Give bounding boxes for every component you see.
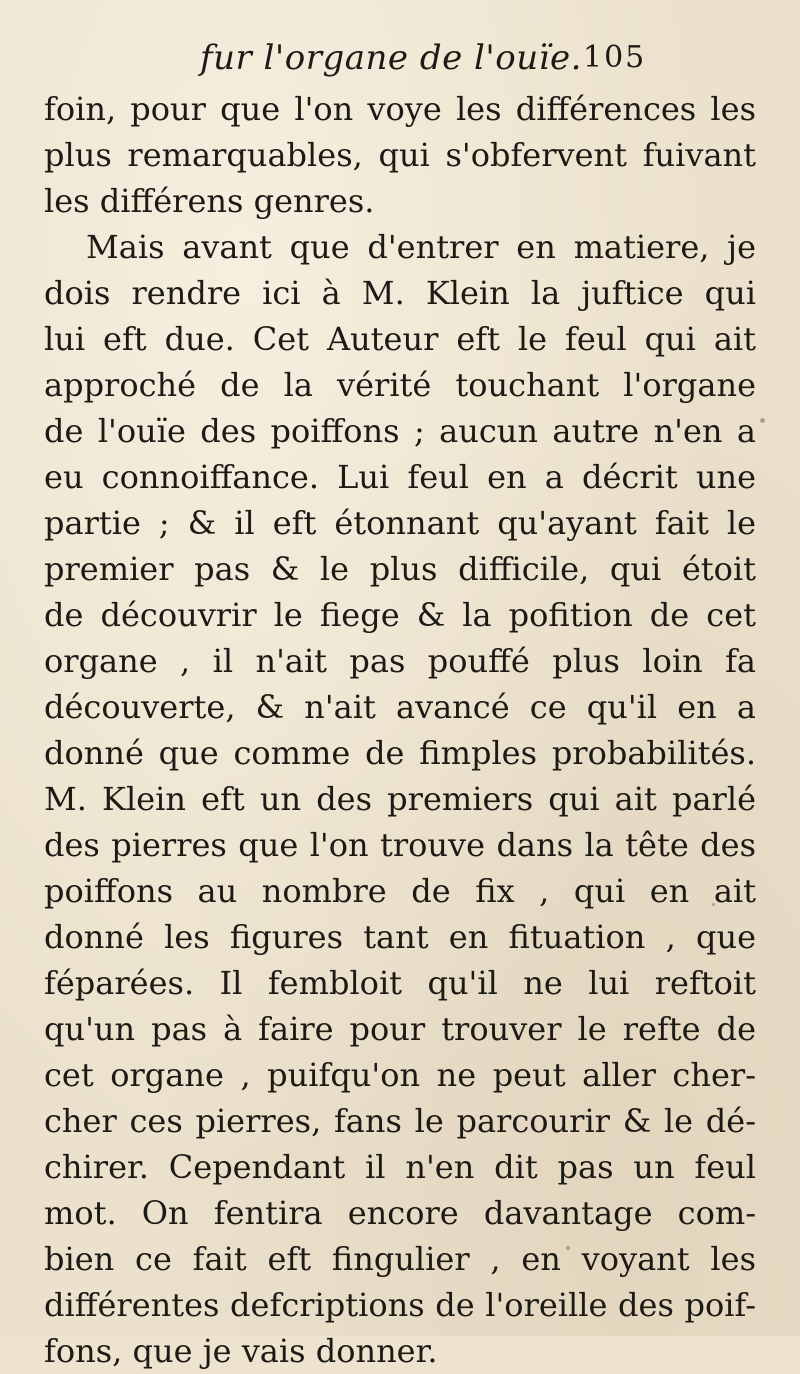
text-line: cet organe , puifqu'on ne peut aller cher- xyxy=(44,1056,756,1094)
text-line: de l'ouïe des poiffons ; aucun autre n'en a xyxy=(44,412,756,450)
page-header xyxy=(0,38,800,88)
text-line: lui eft due. Cet Auteur eft le feul qui ait xyxy=(44,320,756,358)
text-line: mot. On fentira encore davantage com- xyxy=(44,1194,756,1232)
text-line: de découvrir le fiege & la pofition de cet xyxy=(44,596,756,634)
text-line: plus remarquables, qui s'obfervent fuivant xyxy=(44,136,756,174)
text-line: qu'un pas à faire pour trouver le refte de xyxy=(44,1010,756,1048)
text-line: premier pas & le plus difficile, qui étoit xyxy=(44,550,756,588)
text-line: cher ces pierres, fans le parcourir & le dé- xyxy=(44,1102,756,1140)
running-title: fur l'organe de l'ouïe. xyxy=(200,38,582,78)
text-line: féparées. Il fembloit qu'il ne lui reftoit xyxy=(44,964,756,1002)
paper-speck xyxy=(712,903,715,906)
text-line: eu connoiffance. Lui feul en a décrit une xyxy=(44,458,756,496)
text-line: des pierres que l'on trouve dans la tête des xyxy=(44,826,756,864)
text-line: chirer. Cependant il n'en dit pas un feul xyxy=(44,1148,756,1186)
text-line: dois rendre ici à M. Klein la juftice qui xyxy=(44,274,756,312)
text-line: poiffons au nombre de fix , qui en ait xyxy=(44,872,756,910)
text-line: les différens genres. xyxy=(44,182,375,220)
text-line: Mais avant que d'entrer en matiere, je xyxy=(86,228,756,266)
paper-speck xyxy=(566,1246,570,1250)
text-line: découverte, & n'ait avancé ce qu'il en a xyxy=(44,688,756,726)
text-line: partie ; & il eft étonnant qu'ayant fait le xyxy=(44,504,756,542)
text-line: bien ce fait eft fingulier , en voyant les xyxy=(44,1240,756,1278)
text-line: foin, pour que l'on voye les différences les xyxy=(44,90,756,128)
text-line: différentes defcriptions de l'oreille des poif- xyxy=(44,1286,756,1324)
text-line: approché de la vérité touchant l'organe xyxy=(44,366,756,404)
text-line: M. Klein eft un des premiers qui ait parlé xyxy=(44,780,756,818)
body-text xyxy=(44,86,756,1374)
text-line: donné les figures tant en fituation , que xyxy=(44,918,756,956)
text-line: fons, que je vais donner. xyxy=(44,1332,438,1370)
page-number: 105 xyxy=(583,40,647,75)
text-line: donné que comme de fimples probabilités. xyxy=(44,734,756,772)
text-line: organe , il n'ait pas pouffé plus loin fa xyxy=(44,642,756,680)
paper-speck xyxy=(760,418,765,423)
